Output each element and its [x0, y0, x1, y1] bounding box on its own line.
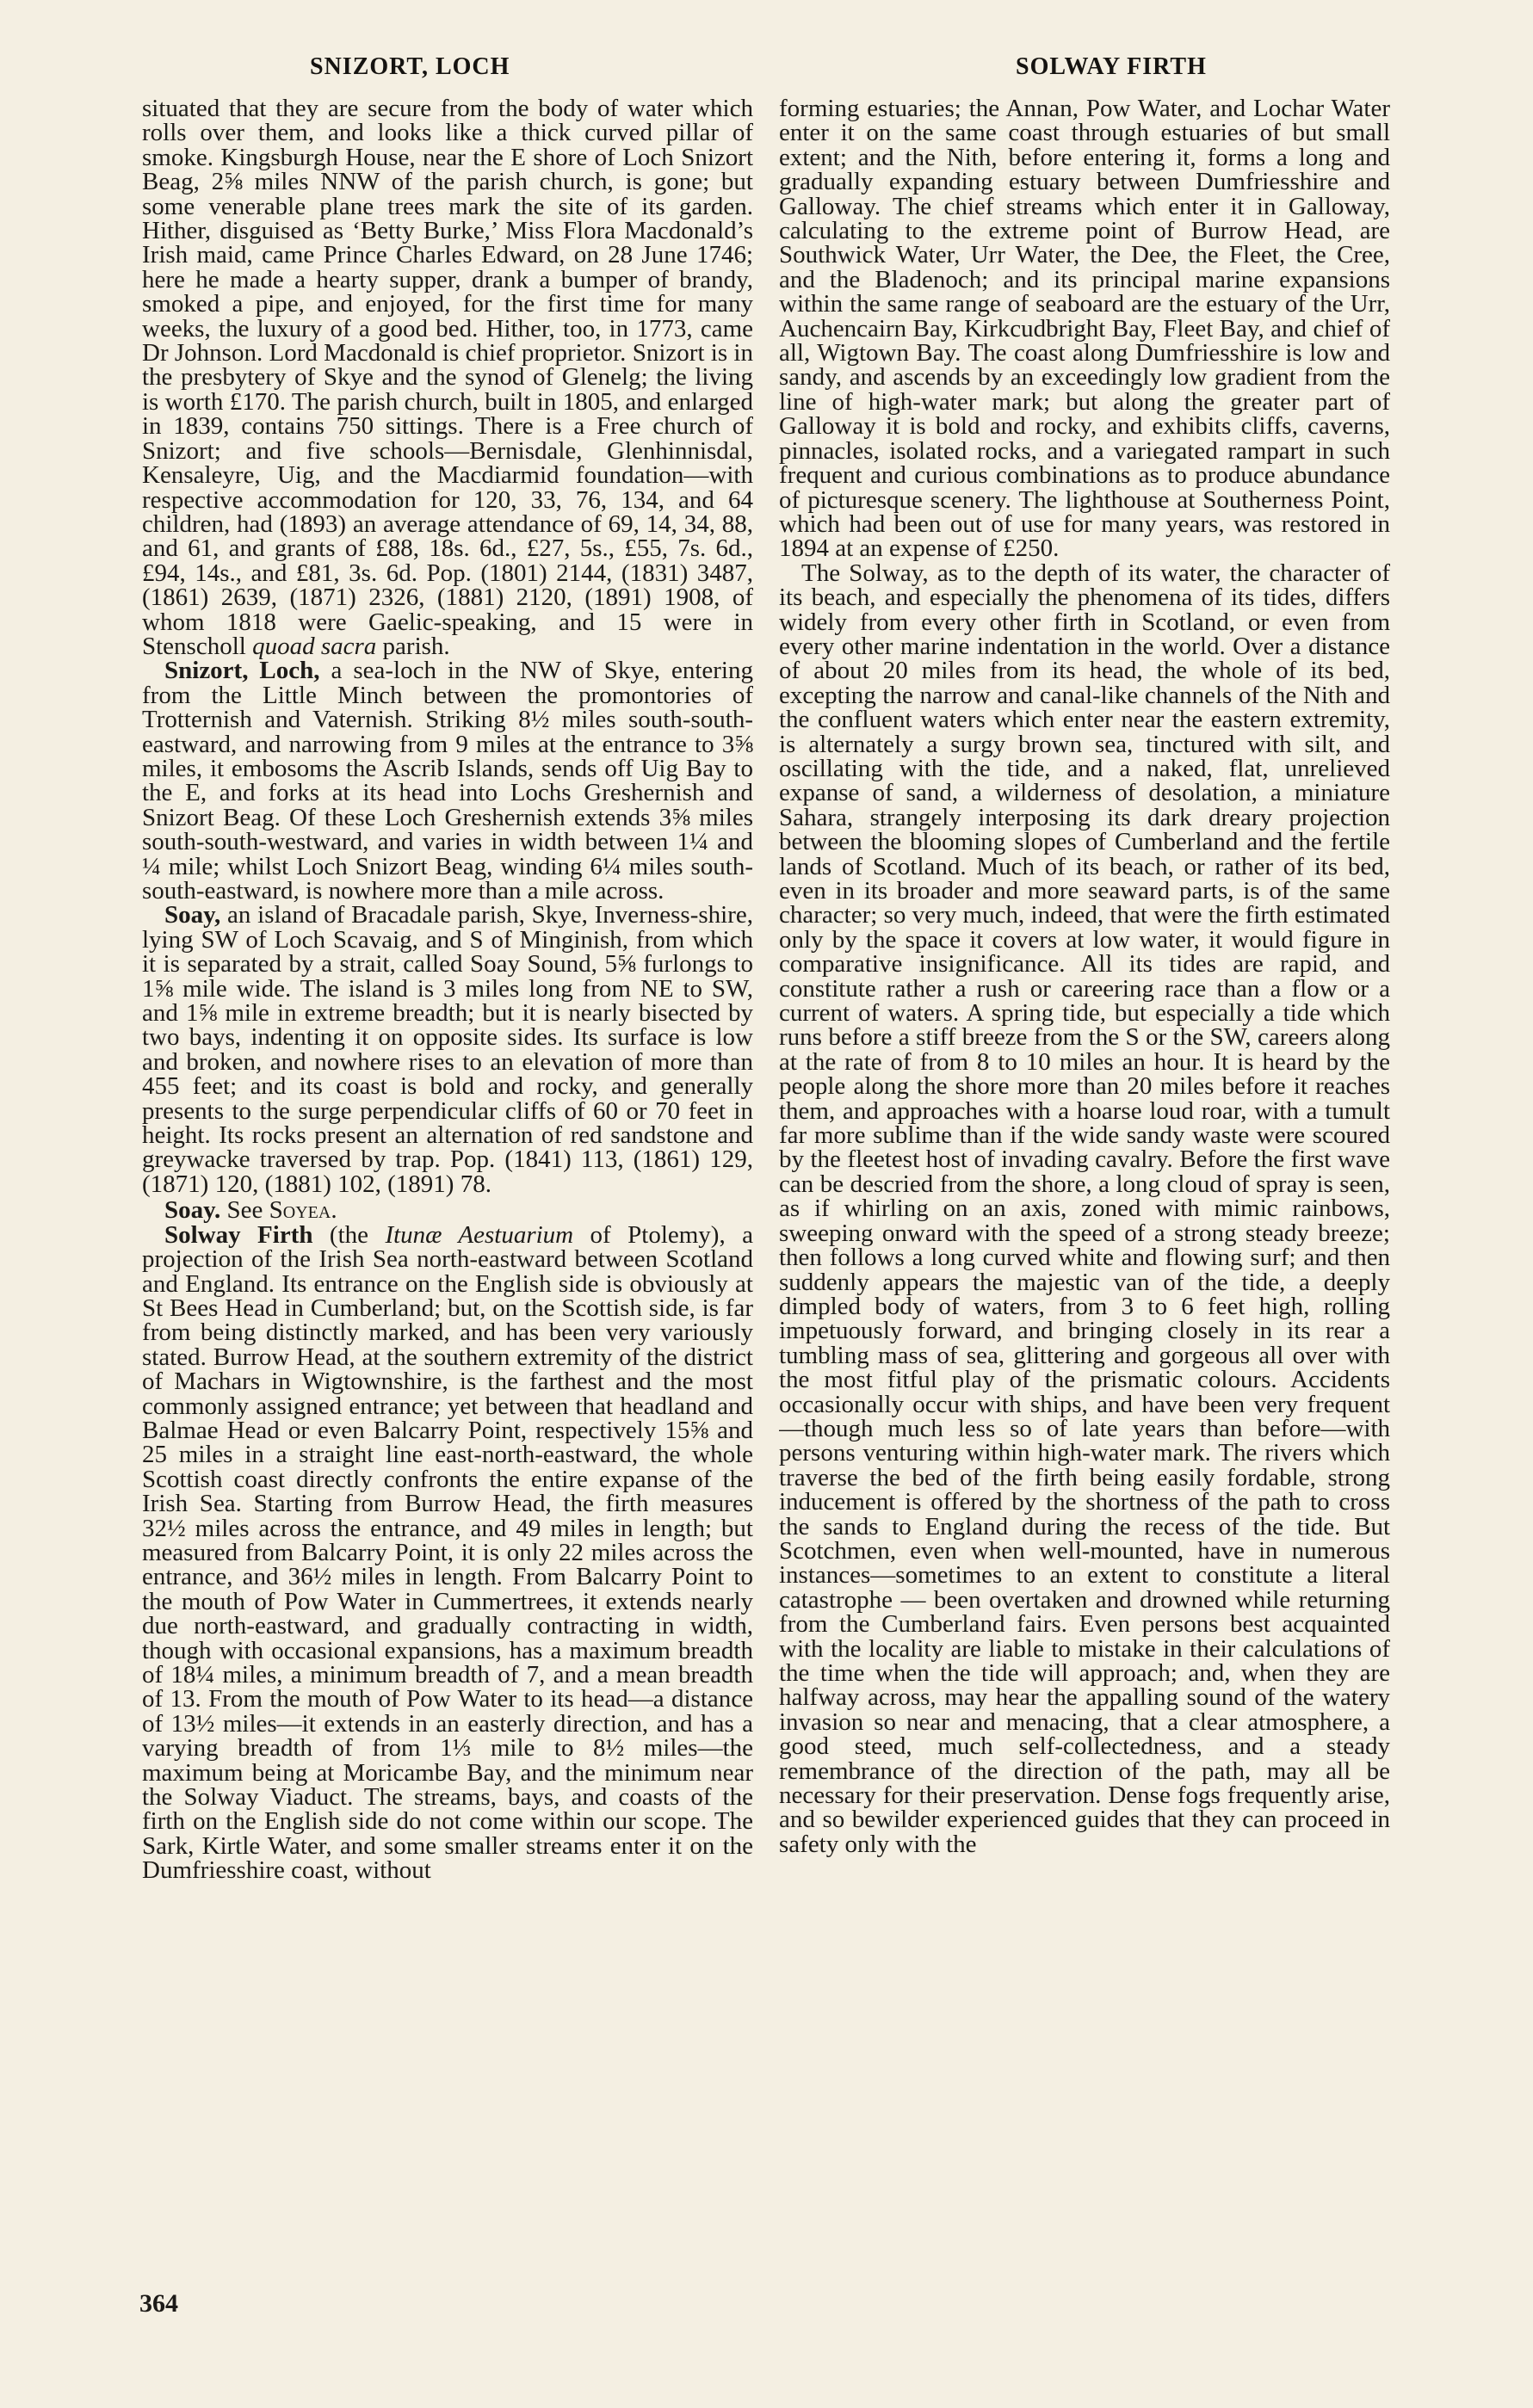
headword: Snizort, Loch, [164, 657, 320, 685]
solway-paragraph-1: forming estuaries; the Annan, Pow Water, and Lochar Water enter it on the same coast through estuaries of but small extent; and the Nith, before entering it, forms a long and gradually expanding estuary between Dumfriesshire and Galloway. The chief streams which enter it in Galloway, calculating to the extreme point of Burrow Head, are Southwick Water, Urr Water, the Dee, the Fleet, the Cree, and the Bladenoch; and its principal marine expansions within the same range of seaboard are the estuary of the Urr, Auchencairn Bay, Kirkcudbright Bay, Fleet Bay, and chief of all, Wigtown Bay. The coast along Dumfriesshire is low and sandy, and ascends by an exceedingly low gradient from the line of high-water mark; but along the greater part of Galloway it is bold and rocky, and exhibits cliffs, caverns, pinnacles, isolated rocks, and a variegated rampart in such frequent and curious combinations as to produce abundance of picturesque scenery. The lighthouse at Southerness Point, which had been out of use for many years, was restored in 1894 at an expense of £250. [779, 96, 1390, 563]
solway-paragraph-2: The Solway, as to the depth of its water, the character of its beach, and especially the phenomena of its tides, differs widely from every other firth in Scotland, or even from every other marine indentation in the world. Over a distance of about 20 miles from its head, the whole of its bed, excepting the narrow and canal-like channels of the Nith and the confluent waters which enter near the eastern extremity, is alternately a surgy brown sea, tinctured with silt, and oscillating with the tide, and a naked, flat, unrelieved expanse of sand, a wilderness of desolation, a miniature Sahara, strangely interposing its dark dreary projection between the blooming slopes of Cumberland and the fertile lands of Scotland. Much of its beach, or rather of its bed, even in its broader and more seaward parts, is of the same character; so very much, indeed, that were the firth estimated only by the space it covers at low water, it would figure in comparative insignificance. All its tides are rapid, and constitute rather a rush or careering race than a flow or a current of waters. A spring tide, but especially a tide which runs before a stiff breeze from the S or the SW, careers along at the rate of from 8 to 10 miles an hour. It is heard by the people along the shore more than 20 miles before it reaches them, and approaches with a hoarse loud roar, with a tumult far more sublime than if the wide sandy waste were scoured by the fleetest host of invading cavalry. Before the first wave can be descried from the shore, a long cloud of spray is seen, as if whirling on an axis, zoned with mimic rainbows, sweeping onward with the speed of a strong steady breeze; then follows a long curved white and flowing surf; and then suddenly appears the majestic van of the tide, a deeply dimpled body of waters, from 3 to 6 feet high, rolling impetuously forward, and bringing closely in its rear a tumbling mass of sea, glittering and gorgeous all over with the most fitful play of the prismatic colours. Accidents occasionally occur with ships, and have been very frequent—though much less so of late years than before—with persons venturing within high-water mark. The rivers which traverse the bed of the firth being easily fordable, strong inducement is offered by the shortness of the path to cross the sands to England during the recess of the tide. But Scotchmen, even when well-mounted, have in numerous instances—sometimes to an extent to constitute a literal catastrophe — been overtaken and drowned while returning from the Cumberland fairs. Even persons best acquainted with the locality are liable to mistake in their calculations of the time when the tide will approach; and, when they are halfway across, may hear the appalling sound of the watery invasion so near and menacing, that a clear atmosphere, a good steed, much self-collectedness, and a steady remembrance of the direction of the path, may all be necessary for their preservation. Dense fogs frequently arise, and so bewilder experienced guides that they can proceed in safety only with the [779, 559, 1390, 1858]
right-column [779, 96, 1390, 2291]
page-number: 364 [139, 2289, 178, 2318]
entry-soay: Soay, an island of Bracadale parish, Skye, Inverness-shire, lying SW of Loch Scavaig, and S of Minginish, from which it is separated by a strait, called Soay Sound, 5⅝ furlongs to 1⅝ mile wide. The island is 3 miles long from NE to SW, and 1⅝ mile in extreme breadth; but it is nearly bisected by two bays, indenting it on opposite sides. Its surface is low and broken, and nowhere rises to an elevation of more than 455 feet; and its coast is bold and rocky, and generally presents to the surge perpendicular cliffs of 60 or 70 feet in height. Its rocks present an alternation of red sandstone and greywacke traversed by trap. Pop. (1841) 113, (1861) 129, (1871) 120, (1881) 102, (1891) 78. [142, 901, 753, 1198]
running-head-right: SOLWAY FIRTH [1016, 53, 1207, 80]
running-head-left: SNIZORT, LOCH [310, 53, 510, 80]
headword: Soay. [164, 1196, 221, 1225]
headword: Soay, [164, 901, 221, 929]
entry-soay-cross-reference: Soay. See Soyea. [164, 1196, 337, 1225]
cross-reference: Soyea [269, 1196, 331, 1225]
entry-solway-firth: Solway Firth (the Itunæ Aestuarium of Ptolemy), a projection of the Irish Sea north-eastward between Scotland and England. Its entrance on the English side is obviously at St Bees Head in Cumberland; but, on the Scottish side, is far from being distinctly marked, and has been very variously stated. Burrow Head, at the southern extremity of the district of Machars in Wigtownshire, is the farthest and the most commonly assigned entrance; yet between that headland and Balmae Head or even Balcarry Point, respectively 15⅝ and 25 miles in a straight line east-north-eastward, the whole Scottish coast directly confronts the entire expanse of the Irish Sea. Starting from Burrow Head, the firth measures 32½ miles across the entrance, and 49 miles in length; but measured from Balcarry Point, it is only 22 miles across the entrance, and 36½ miles in length. From Balcarry Point to the mouth of Pow Water in Cummertrees, it extends nearly due north-eastward, and gradually contracting in width, though with occasional expansions, has a maximum breadth of 18¼ miles, a minimum breadth of 7, and a mean breadth of 13. From the mouth of Pow Water to its head—a distance of 13½ miles—it extends in an easterly direction, and has a varying breadth of from 1⅓ mile to 8½ miles—the maximum being at Moricambe Bay, and the minimum near the Solway Viaduct. The streams, bays, and coasts of the firth on the English side do not come within our scope. The Sark, Kirtle Water, and some smaller streams enter it on the Dumfriesshire coast, without [142, 1220, 753, 1885]
entry-snizort-loch: Snizort, Loch, a sea-loch in the NW of Skye, entering from the Little Minch between the promontories of Trotternish and Vaternish. Striking 8½ miles south-south-eastward, and narrowing from 9 miles at the entrance to 3⅝ miles, it embosoms the Ascrib Islands, sends off Uig Bay to the E, and forks at its head into Lochs Greshernish and Snizort Beag. Of these Loch Greshernish extends 3⅝ miles south-south-westward, and varies in width between 1¼ and ¼ mile; whilst Loch Snizort Beag, winding 6¼ miles south-south-eastward, is nowhere more than a mile across. [142, 657, 753, 905]
entry-continuation: situated that they are secure from the body of water which rolls over them, and looks like a thick curved pillar of smoke. Kingsburgh House, near the E shore of Loch Snizort Beag, 2⅝ miles NNW of the parish church, is gone; but some venerable plane trees mark the site of its garden. Hither, disguised as ‘Betty Burke,’ Miss Flora Macdonald’s Irish maid, came Prince Charles Edward, on 28 June 1746; here he made a hearty supper, drank a bumper of brandy, smoked a pipe, and enjoyed, for the first time for many weeks, the luxury of a good bed. Hither, too, in 1773, came Dr Johnson. Lord Macdonald is chief proprietor. Snizort is in the presbytery of Skye and the synod of Glenelg; the living is worth £170. The parish church, built in 1805, and enlarged in 1839, contains 750 sittings. There is a Free church of Snizort; and five schools—Bernisdale, Glenhinnisdal, Kensaleyre, Uig, and the Macdiarmid foundation—with respective accommodation for 120, 33, 76, 134, and 64 children, had (1893) an average attendance of 69, 14, 34, 88, and 61, and grants of £88, 18s. 6d., £27, 5s., £55, 7s. 6d., £94, 14s., and £81, 3s. 6d. Pop. (1801) 2144, (1831) 3487, (1861) 2639, (1871) 2326, (1881) 2120, (1891) 1908, of whom 1818 were Gaelic-speaking, and 15 were in Stenscholl quoad sacra parish. [142, 96, 753, 660]
headword: Solway Firth [164, 1220, 313, 1249]
left-column [142, 96, 753, 2291]
